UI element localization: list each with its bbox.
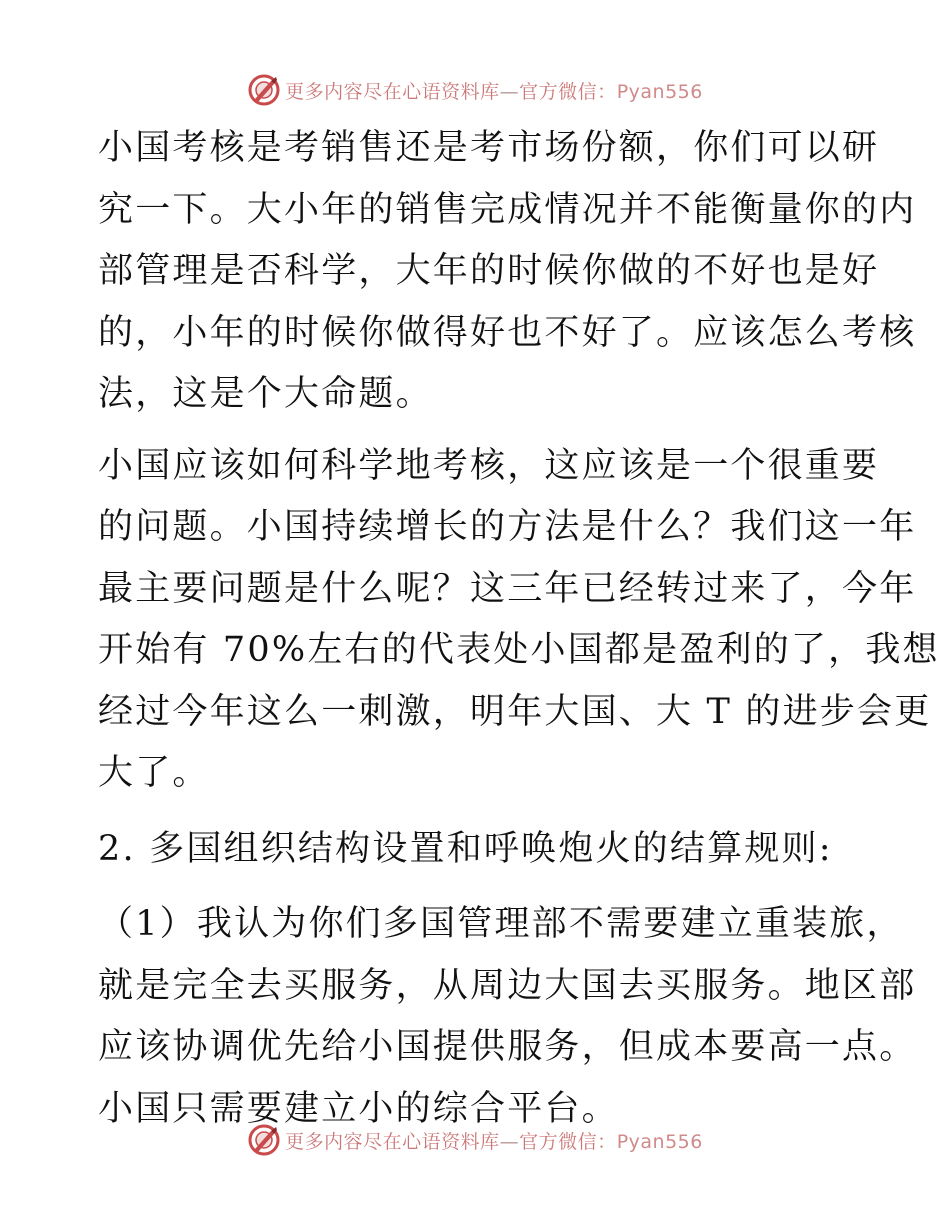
watermark-wechat-id: Pyan556	[616, 1130, 703, 1153]
text-line: 法，这是个大命题。	[98, 374, 433, 414]
text-line: 的，小年的时候你做得好也不好了。应该怎么考核	[98, 312, 917, 353]
brand-logo-icon	[247, 73, 281, 107]
header-watermark	[0, 70, 950, 110]
footer-watermark	[0, 1120, 950, 1160]
watermark-text	[285, 77, 703, 104]
watermark-wechat-label: 官方微信：	[519, 80, 617, 103]
text-line: 应该协调优先给小国提供服务，但成本要高一点。	[98, 1027, 917, 1067]
watermark-wechat-id: Pyan556	[616, 80, 703, 103]
text-line: 就是完全去买服务，从周边大国去买服务。地区部	[98, 965, 917, 1006]
watermark-separator: —	[499, 80, 520, 103]
text-line: 小国应该如何科学地考核，这应该是一个很重要	[98, 445, 880, 486]
text-line: 究一下。大小年的销售完成情况并不能衡量你的内	[98, 189, 917, 230]
document-body	[98, 118, 940, 1140]
watermark-text	[285, 1127, 703, 1154]
text-line: 部管理是否科学，大年的时候你做的不好也是好	[98, 251, 880, 291]
text-line: 小国考核是考销售还是考市场份额，你们可以研	[98, 128, 880, 168]
brand-logo-icon	[247, 1123, 281, 1157]
paragraph-1	[98, 118, 917, 426]
watermark-separator: —	[499, 1130, 520, 1153]
watermark-brand: 更多内容尽在心语资料库	[285, 80, 500, 103]
text-line: 最主要问题是什么呢？这三年已经转过来了，今年	[98, 568, 917, 609]
text-line: 的问题。小国持续增长的方法是什么？我们这一年	[98, 507, 917, 547]
text-line: 经过今年这么一刺激，明年大国、大 T 的进步会更	[98, 691, 932, 732]
text-line: 2. 多国组织结构设置和呼唤炮火的结算规则:	[98, 828, 833, 869]
text-line: 小国只需要建立小的综合平台。	[98, 1088, 619, 1129]
section-heading	[98, 819, 858, 881]
text-line: （1）我认为你们多国管理部不需要建立重装旅，	[98, 904, 904, 944]
paragraph-2	[98, 436, 940, 805]
text-line: 大了。	[98, 753, 210, 793]
paragraph-4	[98, 894, 917, 1140]
text-line: 开始有 70%左右的代表处小国都是盈利的了，我想	[98, 630, 940, 670]
watermark-brand: 更多内容尽在心语资料库	[285, 1130, 500, 1153]
watermark-wechat-label: 官方微信：	[519, 1130, 617, 1153]
